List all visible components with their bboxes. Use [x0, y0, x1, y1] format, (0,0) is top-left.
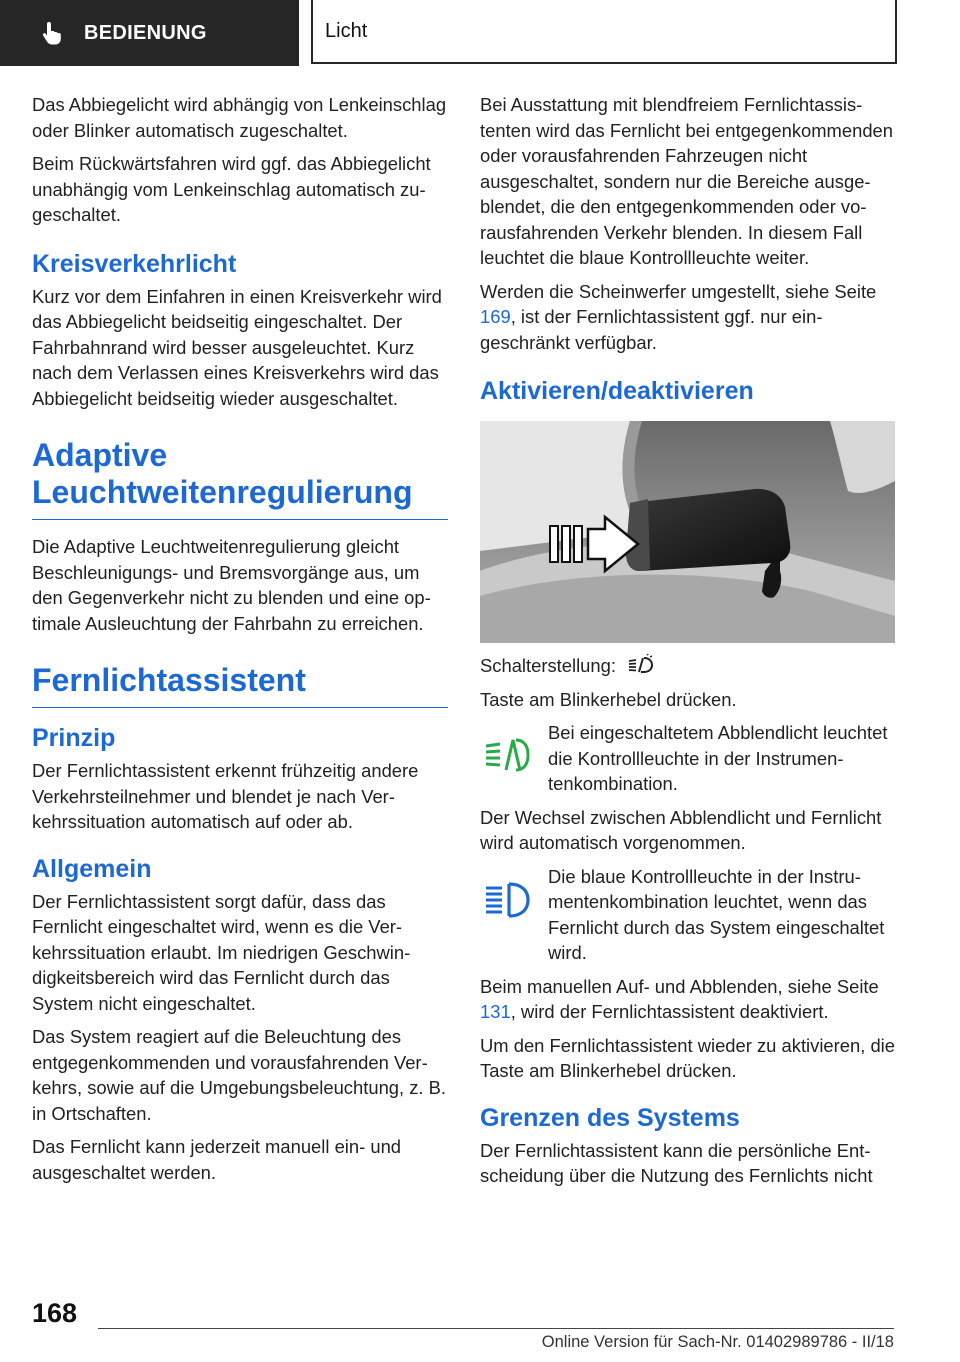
paragraph: Beim Rückwärtsfahren wird ggf. das Abbiegelicht unabhängig vom Lenkeinschlag automatisch zugeschaltet.: [32, 153, 431, 225]
indicator-text: Bei eingeschaltetem Abblendlicht leuchtet die Kontrollleuchte in der Instrumentenkombination.: [548, 722, 888, 794]
paragraph: Um den Fernlichtassistent wieder zu aktivieren, die Taste am Blinkerhebel drücken.: [480, 1034, 895, 1081]
heading-fernlichtassistent: Fernlichtassistent: [32, 662, 448, 708]
paragraph: Der Fernlichtassistent kann die persönliche Entscheidung über die Nutzung des Fernlichts nicht: [480, 1139, 873, 1186]
online-version-note: Online Version für Sach-Nr. 01402989786 - II/18: [541, 1333, 894, 1351]
footer-divider: [98, 1328, 894, 1329]
right-column: [480, 92, 896, 1197]
paragraph: Taste am Blinkerhebel drücken.: [480, 688, 737, 710]
section-tab: [0, 0, 299, 66]
paragraph: Der Fernlichtassistent sorgt dafür, dass das Fernlicht eingeschaltet wird, wenn es die Verkehrssituation erlaubt. Im niedrigen Geschwindigkeitsbereich wird das Fernlicht durch das System nicht eingeschaltet.: [32, 890, 411, 1014]
page-link-131[interactable]: 131: [480, 1001, 511, 1022]
heading-allgemein: Allgemein: [32, 854, 152, 883]
turn-signal-lever-photo: [480, 421, 895, 643]
paragraph: Werden die Scheinwerfer umgestellt, siehe Seite 169, ist der Fernlichtassistent ggf. nur eingeschränkt verfügbar.: [480, 280, 877, 353]
hand-pointer-icon: [40, 20, 66, 46]
paragraph: Schalterstellung:: [480, 653, 896, 679]
page-number: 168: [32, 1298, 78, 1328]
paragraph: Kurz vor dem Einfahren in einen Kreisverkehr wird das Abbiegelicht beidseitig eingeschaltet. Der Fahrbahnrand wird besser ausgeleuchtet. Kurz nach dem Verlassen eines Kreisverkehrs wird das Abbiegelicht beidseitig wieder ausgeschaltet.: [32, 285, 442, 409]
paragraph: Das System reagiert auf die Beleuchtung des entgegenkommenden und vorausfahrenden Verkehrs, sowie auf die Umgebungsbeleuchtung, z. B. in Ortschaften.: [32, 1026, 447, 1124]
paragraph: Das Fernlicht kann jederzeit manuell ein- und ausgeschaltet werden.: [32, 1136, 402, 1183]
page-link-169[interactable]: 169: [480, 306, 511, 327]
paragraph: Bei Ausstattung mit blendfreiem Fernlichtassistenten wird das Fernlicht bei entgegenkommenden oder vorausfahrenden Fahrzeugen nicht ausgeschaltet, sondern nur die Bereiche ausgeblendet, die den entgegenkommenden oder vorausfahrenden Verkehr blenden. In diesem Fall leuchtet die blaue Kontrollleuchte weiter.: [480, 94, 894, 268]
paragraph: Der Fernlichtassistent erkennt frühzeitig andere Verkehrsteilnehmer und blendet je nach Verkehrssituation automatisch auf oder ab.: [32, 760, 419, 832]
chapter-tab: [311, 0, 897, 64]
chapter-label: Licht: [325, 19, 368, 42]
paragraph: Die Adaptive Leuchtweitenregulierung gleicht Beschleunigungs- und Bremsvorgänge aus, um den Gegenverkehr nicht zu blenden und eine optimale Ausleuchtung der Fahrbahn zu erreichen.: [32, 536, 431, 634]
heading-kreisverkehrlicht: Kreisverkehrlicht: [32, 249, 237, 278]
blue-high-beam-indicator-icon: [482, 874, 532, 924]
paragraph: Beim manuellen Auf- und Abblenden, siehe Seite 131, wird der Fernlichtassistent deaktiviert.: [480, 975, 879, 1022]
indicator-block-blue: [480, 864, 896, 966]
paragraph: Das Abbiegelicht wird abhängig von Lenkeinschlag oder Blinker automatisch zugeschaltet.: [32, 94, 447, 141]
section-label: BEDIENUNG: [84, 21, 207, 44]
indicator-block-green: [480, 720, 896, 797]
green-headlight-assist-indicator-icon: [482, 730, 532, 780]
heading-prinzip: Prinzip: [32, 724, 116, 752]
high-beam-assist-icon: [628, 654, 654, 676]
paragraph: Der Wechsel zwischen Abblendlicht und Fernlicht wird automatisch vorgenommen.: [480, 806, 882, 853]
indicator-text: Die blaue Kontrollleuchte in der Instrumentenkombination leuchtet, wenn das Fernlicht durch das System eingeschaltet wird.: [548, 865, 885, 963]
heading-adaptive-leuchtweitenregulierung: Adaptive Leuchtweitenregulierung: [32, 437, 448, 520]
left-column: [32, 92, 448, 1193]
heading-grenzen-des-systems: Grenzen des Systems: [480, 1103, 740, 1132]
page-header: [0, 0, 960, 66]
heading-aktivieren-deaktivieren: Aktivieren/deaktivieren: [480, 377, 754, 405]
